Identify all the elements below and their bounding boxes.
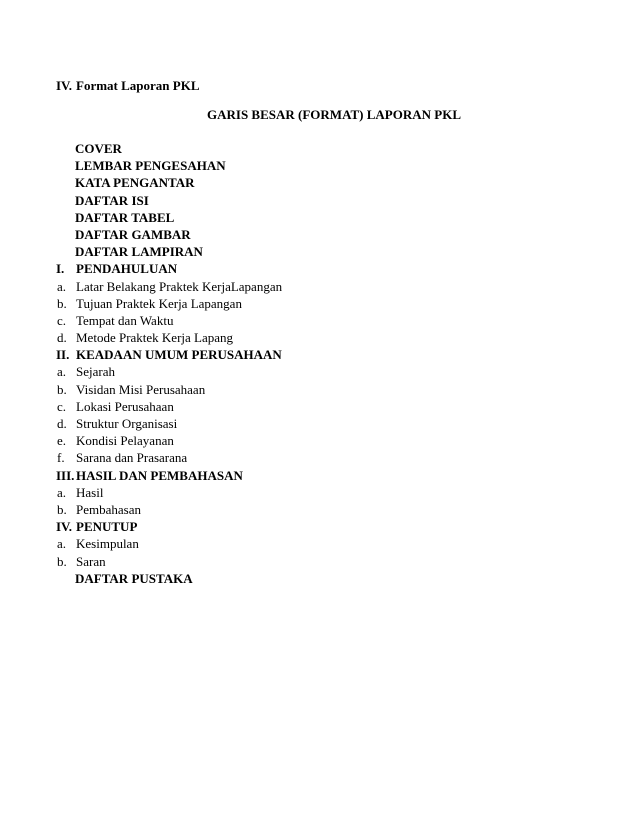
section-heading	[56, 78, 200, 94]
outline-marker: c.	[57, 312, 67, 328]
outline-text: PENUTUP	[76, 519, 138, 535]
outline-text: Kondisi Pelayanan	[76, 433, 174, 449]
outline-text: KEADAAN UMUM PERUSAHAAN	[76, 347, 282, 363]
outline-text: DAFTAR TABEL	[75, 209, 175, 225]
outline-marker: III.	[56, 467, 75, 483]
outline-chapter	[0, 467, 638, 484]
outline-text: Hasil	[76, 484, 104, 500]
outline-marker: a.	[57, 536, 67, 552]
outline-marker: IV.	[56, 519, 73, 535]
outline-text: Struktur Organisasi	[76, 416, 178, 431]
outline-subitem	[0, 278, 638, 295]
outline-subitem	[0, 295, 638, 312]
outline-subitem	[0, 398, 638, 415]
outline-marker: e.	[57, 433, 67, 449]
outline-subitem	[0, 535, 638, 552]
outline-marker: b.	[57, 295, 67, 311]
outline-text: Saran	[76, 553, 106, 569]
section-title: Format Laporan PKL	[76, 78, 200, 93]
outline-text: KATA PENGANTAR	[75, 175, 195, 191]
outline-front-item	[0, 192, 638, 209]
outline-marker: b.	[57, 553, 67, 569]
outline-marker: b.	[57, 381, 67, 397]
outline-marker: d.	[57, 416, 67, 431]
outline-front-item	[0, 157, 638, 174]
outline-front-item	[0, 243, 638, 260]
outline-front-item	[0, 140, 638, 157]
outline-subitem	[0, 484, 638, 501]
outline-chapter	[0, 346, 638, 363]
outline-list	[0, 140, 638, 587]
document-title	[0, 107, 638, 123]
outline-marker: a.	[57, 364, 67, 380]
outline-front-item	[0, 570, 638, 587]
outline-marker: a.	[57, 278, 67, 294]
outline-text: DAFTAR GAMBAR	[75, 226, 191, 242]
outline-marker: a.	[57, 484, 67, 500]
section-number: IV.	[56, 78, 73, 93]
outline-text: PENDAHULUAN	[76, 261, 178, 277]
outline-text: LEMBAR PENGESAHAN	[75, 158, 226, 174]
outline-text: DAFTAR PUSTAKA	[75, 570, 193, 586]
outline-text: DAFTAR ISI	[75, 192, 149, 208]
outline-text: Lokasi Perusahaan	[76, 398, 174, 414]
outline-subitem	[0, 553, 638, 570]
outline-chapter	[0, 518, 638, 535]
outline-text: Tempat dan Waktu	[76, 312, 174, 328]
outline-chapter	[0, 260, 638, 277]
outline-text: HASIL DAN PEMBAHASAN	[76, 467, 243, 483]
outline-subitem	[0, 329, 638, 346]
outline-text: Pembahasan	[76, 501, 141, 517]
outline-subitem	[0, 415, 638, 432]
outline-text: Tujuan Praktek Kerja Lapangan	[76, 295, 242, 311]
outline-marker: II.	[56, 347, 70, 363]
outline-front-item	[0, 174, 638, 191]
outline-subitem	[0, 363, 638, 380]
document-title-text: GARIS BESAR (FORMAT) LAPORAN PKL	[207, 107, 461, 122]
outline-text: DAFTAR LAMPIRAN	[75, 244, 203, 260]
outline-marker: b.	[57, 501, 67, 517]
outline-text: Sejarah	[76, 364, 115, 380]
outline-text: Metode Praktek Kerja Lapang	[76, 330, 234, 346]
outline-text: COVER	[75, 141, 122, 156]
outline-front-item	[0, 209, 638, 226]
outline-subitem	[0, 432, 638, 449]
outline-marker: I.	[56, 261, 65, 277]
outline-subitem	[0, 449, 638, 466]
outline-marker: c.	[57, 398, 67, 414]
outline-subitem	[0, 312, 638, 329]
outline-marker: f.	[57, 450, 65, 466]
outline-text: Visidan Misi Perusahaan	[76, 381, 206, 397]
outline-front-item	[0, 226, 638, 243]
outline-text: Sarana dan Prasarana	[76, 450, 188, 466]
outline-text: Latar Belakang Praktek KerjaLapangan	[76, 278, 283, 294]
outline-subitem	[0, 501, 638, 518]
outline-subitem	[0, 381, 638, 398]
outline-text: Kesimpulan	[76, 536, 139, 552]
outline-marker: d.	[57, 330, 67, 346]
